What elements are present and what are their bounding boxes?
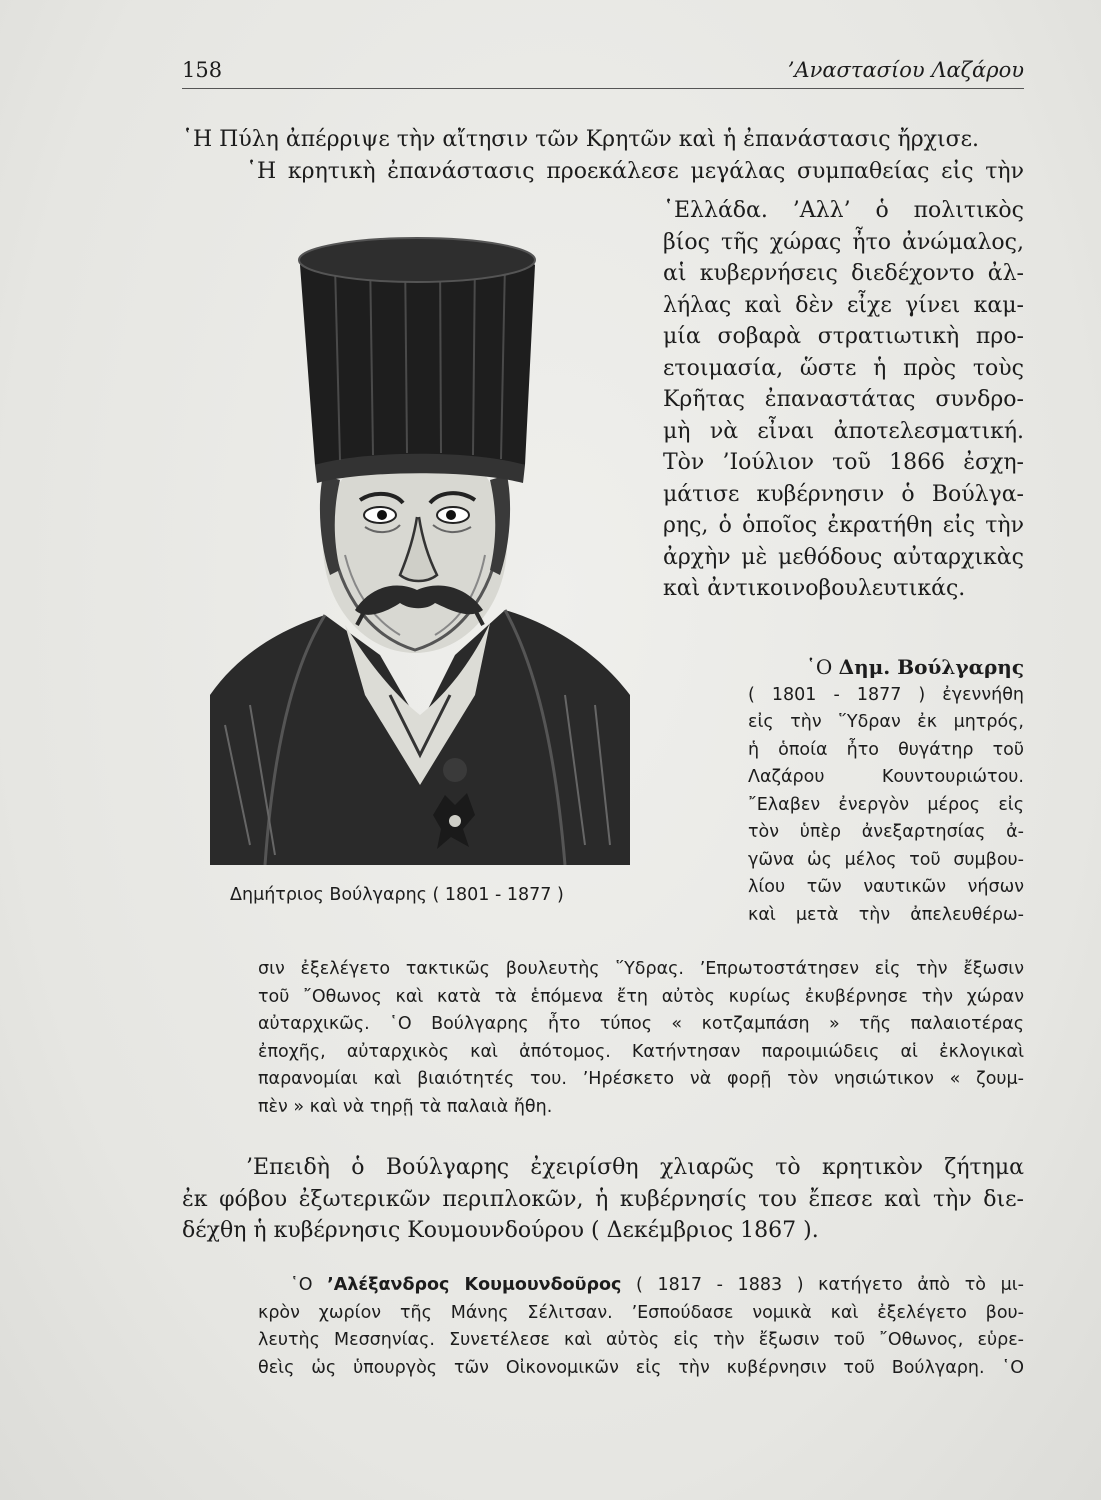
bio2-first-line-rest: ( 1817 - 1883 ) κατήγετο ἀπὸ τὸ μι- [621, 1275, 1024, 1295]
second-bio [258, 1272, 1024, 1382]
bio-line: τὸν ὑπὲρ ἀνεξαρτησίας ἀ- [748, 822, 1024, 842]
bio-line: εἰς τὴν ῞Υδραν ἐκ μητρός, [748, 712, 1024, 732]
bio-continuation-line: πὲν » καὶ νὰ τηρῇ τὰ παλαιὰ ἤθη. [258, 1096, 553, 1117]
bio-column [748, 654, 1024, 929]
bio2-line: λευτὴς Μεσσηνίας. Συνετέλεσε καὶ αὐτὸς εἰς τὴν ἔξωσιν τοῦ ῎Οθωνος, εὑρε- [258, 1330, 1024, 1350]
page-number: 158 [182, 58, 223, 82]
text-line: ῾Ελλάδα. ’Αλλ’ ὁ πολιτικὸς [663, 198, 1024, 223]
text-line: μὴ νὰ εἶναι ἀποτελεσματική. [663, 418, 1024, 444]
text-line: Κρῆτας ἐπαναστάτας συνδρο- [663, 387, 1024, 412]
second-paragraph [182, 1152, 1024, 1247]
text-line: λήλας καὶ δὲν εἶχε γίνει καμ- [663, 292, 1024, 318]
text-line: δέχθη ἡ κυβέρνησις Κουμουνδούρου ( Δεκέμβριος 1867 ). [182, 1218, 819, 1243]
bio-continuation-line: αὐταρχικῶς. ῾Ο Βούλγαρης ἦτο τύπος « κοτζαμπάση » τῆς παλαιοτέρας [258, 1014, 1024, 1034]
right-column-text [663, 195, 1024, 605]
text-line: βίος τῆς χώρας ἦτο ἀνώμαλος, [663, 229, 1024, 255]
running-title: ’Αναστασίου Λαζάρου [787, 58, 1024, 82]
bio-line: Λαζάρου Κουντουριώτου. [748, 767, 1024, 787]
bio2-name: ’Αλέξανδρος Κουμουνδοῦρος [327, 1275, 622, 1295]
bio-continuation-line: τοῦ ῎Οθωνος καὶ κατὰ τὰ ἑπόμενα ἔτη αὐτὸς κυρίως ἐκυβέρνησε τὴν χώραν [258, 986, 1024, 1007]
bio2-line: κρὸν χωρίον τῆς Μάνης Σέλιτσαν. ’Εσπούδασε νομικὰ καὶ ἐξελέγετο βου- [258, 1302, 1024, 1323]
bio-line: λίου τῶν ναυτικῶν νήσων [748, 877, 1024, 897]
bio-lead-line [748, 654, 1024, 682]
bio-continuation-line: σιν ἐξελέγετο τακτικῶς βουλευτὴς ῞Υδρας. ’Επρωτοστάτησεν εἰς τὴν ἔξωσιν [258, 959, 1024, 979]
intro-paragraph [182, 124, 1024, 187]
bio-continuation-line: παρανομίαι καὶ βιαιότητές του. ’Ηρέσκετο νὰ φορῇ τὸν νησιώτικον « ζουμ- [258, 1069, 1024, 1089]
bio2-lead-line [258, 1272, 1024, 1300]
text-line: καὶ ἀντικοινοβουλευτικάς. [663, 576, 966, 601]
bio-line: ἡ ὁποία ἦτο θυγάτηρ τοῦ [748, 739, 1024, 760]
text-line: Τὸν ’Ιούλιον τοῦ 1866 ἐσχη- [663, 450, 1024, 475]
bio-lead-prefix: ῾Ο [805, 655, 839, 679]
text-line: μία σοβαρὰ στρατιωτικὴ προ- [663, 324, 1024, 349]
text-line: ετοιμασία, ὥστε ἡ πρὸς τοὺς [663, 355, 1024, 381]
bio-line: γῶνα ὡς μέλος τοῦ συμβου- [748, 849, 1024, 870]
portrait-illustration [205, 225, 635, 865]
text-line: ἐκ φόβου ἐξωτερικῶν περιπλοκῶν, ἡ κυβέρνησίς του ἔπεσε καὶ τὴν διε- [182, 1186, 1024, 1212]
bio-name: Δημ. Βούλγαρης [838, 655, 1024, 679]
bio-continuation-line: ἐποχῆς, αὐταρχικὸς καὶ ἀπότομος. Κατήντησαν παροιμιώδεις αἱ ἐκλογικαὶ [258, 1041, 1024, 1062]
text-line: ἀρχὴν μὲ μεθόδους αὐταρχικὰς [663, 544, 1024, 570]
intro-line: ῾Η Πύλη ἀπέρριψε τὴν αἴτησιν τῶν Κρητῶν καὶ ἡ ἐπανάστασις ἤρχισε. [182, 127, 980, 152]
running-header [182, 52, 1024, 89]
bio-line: καὶ μετὰ τὴν ἀπελευθέρω- [748, 904, 1024, 925]
text-line: μάτισε κυβέρνησιν ὁ Βούλγα- [663, 481, 1024, 507]
bio2-line: θεὶς ὡς ὑπουργὸς τῶν Οἰκονομικῶν εἰς τὴν κυβέρνησιν τοῦ Βούλγαρη. ῾Ο [258, 1357, 1024, 1378]
bio-continuation [258, 956, 1024, 1121]
intro-line: ῾Η κρητικὴ ἐπανάστασις προεκάλεσε μεγάλας συμπαθείας εἰς τὴν [246, 158, 1024, 184]
text-line: ’Επειδὴ ὁ Βούλγαρης ἐχειρίσθη χλιαρῶς τὸ κρητικὸν ζήτημα [246, 1155, 1024, 1180]
bio-line: ( 1801 - 1877 ) ἐγεννήθη [748, 684, 1024, 705]
text-line: αἱ κυβερνήσεις διεδέχοντο ἀλ- [663, 261, 1024, 286]
bio2-lead-prefix: ῾Ο [290, 1275, 328, 1295]
bio-line: ῎Ελαβεν ἐνεργὸν μέρος εἰς [748, 794, 1024, 815]
text-line: ρης, ὁ ὁποῖος ἐκρατήθη εἰς τὴν [663, 513, 1024, 538]
portrait-caption: Δημήτριος Βούλγαρης ( 1801 - 1877 ) [230, 885, 564, 905]
